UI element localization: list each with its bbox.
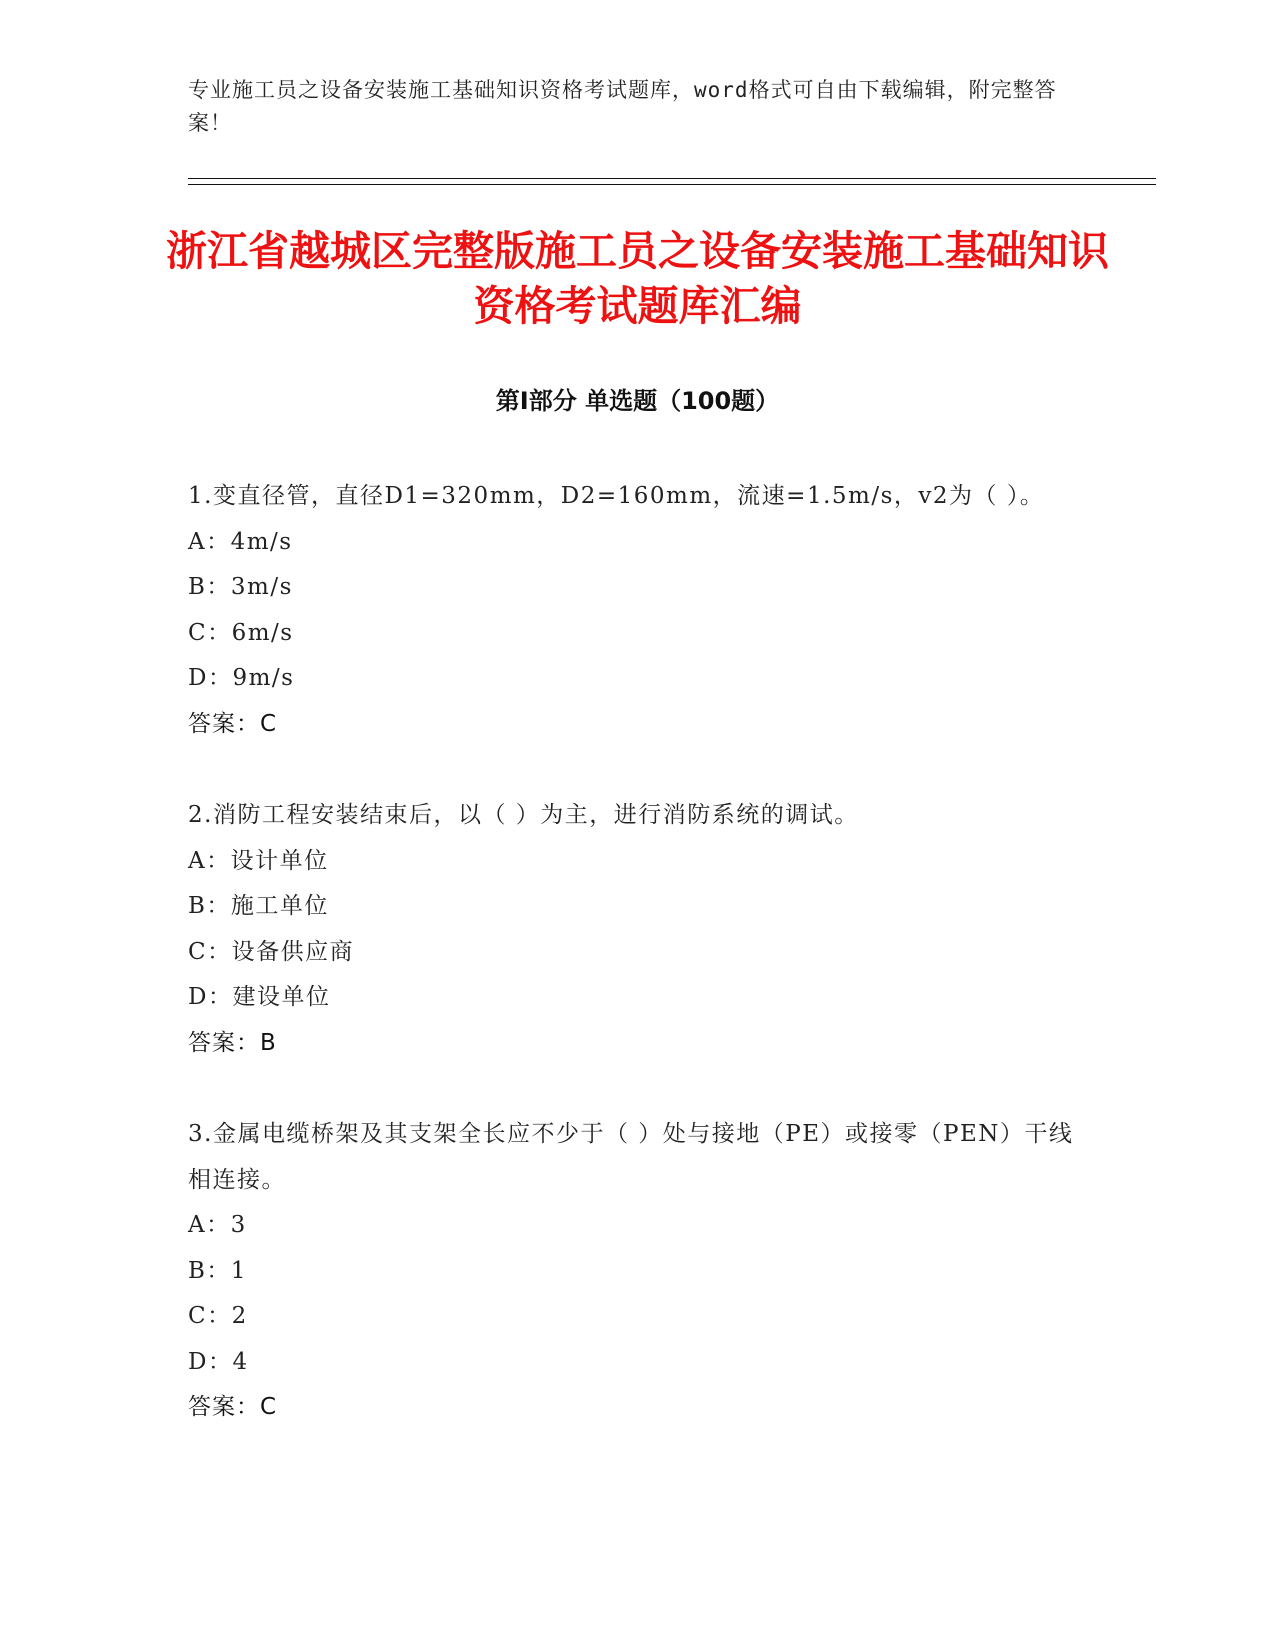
answer: 答案：B [188, 1029, 277, 1056]
question-3 [188, 1112, 1088, 1431]
option-a: A：3 [188, 1212, 247, 1238]
question-text: 1.变直径管，直径D1=320mm，D2=160mm，流速=1.5m/s，v2为（ ）。 [188, 483, 1045, 509]
document-title: 浙江省越城区完整版施工员之设备安装施工基础知识资格考试题库汇编 [166, 227, 1109, 330]
option-c: C：设备供应商 [188, 938, 355, 965]
question-2 [188, 793, 1088, 1066]
option-b: B：1 [188, 1257, 248, 1284]
option-b: B：3m/s [188, 574, 293, 600]
answer: 答案：C [188, 710, 278, 737]
question-1 [188, 474, 1088, 747]
option-a: A：设计单位 [188, 847, 329, 874]
option-a: A：4m/s [188, 528, 293, 555]
question-text: 2.消防工程安装结束后，以（ ）为主，进行消防系统的调试。 [188, 802, 859, 828]
option-b: B：施工单位 [188, 893, 329, 919]
option-d: D：建设单位 [188, 984, 331, 1010]
question-text: 3.金属电缆桥架及其支架全长应不少于（ ）处与接地（PE）或接零（PEN）干线相连接。 [188, 1121, 1074, 1193]
header-divider-top [188, 178, 1156, 179]
header-divider-bottom [188, 184, 1156, 185]
answer: 答案：C [188, 1394, 278, 1420]
option-d: D：9m/s [188, 665, 295, 691]
option-c: C：6m/s [188, 619, 294, 646]
header-note: 专业施工员之设备安装施工基础知识资格考试题库，word格式可自由下载编辑，附完整答案！ [188, 78, 1057, 135]
section-heading: 第Ⅰ部分 单选题（100题） [495, 387, 780, 415]
option-c: C：2 [188, 1303, 248, 1329]
option-d: D：4 [188, 1348, 249, 1375]
